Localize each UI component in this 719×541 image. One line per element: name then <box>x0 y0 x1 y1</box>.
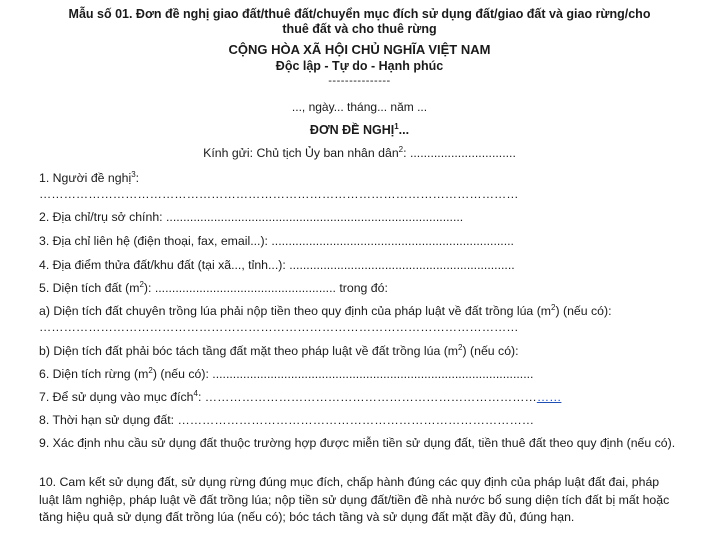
request-title-footnote: 1 <box>394 122 399 131</box>
field-applicant-dots: ……………………………………………………………………………………………………… <box>39 187 519 201</box>
field-purpose <box>39 390 561 405</box>
field-address: 2. Địa chỉ/trụ sở chính: ....................................................................................... <box>39 210 464 224</box>
field-forest-suffix: ) (nếu có): .............................................................................................. <box>152 367 534 381</box>
field-topsoil-suffix: ) (nếu có): <box>462 344 519 358</box>
field-applicant-footnote: 3 <box>131 170 136 179</box>
field-purpose-prefix: 7. Để sử dụng vào mục đích <box>39 390 194 404</box>
form-title-line-2: thuê đất và cho thuê rừng <box>282 22 437 36</box>
field-commitment: 10. Cam kết sử dụng đất, sử dụng rừng đúng mục đích, chấp hành đúng các quy định của pháp luật đất đai, pháp luật lâm nghiệp, pháp luật về đất trồng lúa; nộp tiền sử dụng đất/tiền đề nhà nước bổ sung diện tích đất bị mất hoặc tăng hiệu quả sử dụng đất trồng lúa (nếu có); bóc tách tầng và sử dụng đất mặt đầy đủ, đúng hạn. <box>39 475 670 524</box>
field-applicant-colon: : <box>135 171 140 185</box>
form-title-line-1: Mẫu số 01. Đơn đề nghị giao đất/thuê đất/chuyển mục đích sử dụng đất/giao đất và giao rừng/cho <box>68 7 651 21</box>
field-topsoil-sup: 2 <box>458 343 463 352</box>
field-purpose-link[interactable]: …… <box>536 390 562 404</box>
recipient-line <box>0 146 719 160</box>
national-title: CỘNG HÒA XÃ HỘI CHỦ NGHĨA VIỆT NAM <box>228 42 491 57</box>
field-land-area-suffix: ): ..................................................... trong đó: <box>143 281 388 295</box>
field-land-area-sup: 2 <box>139 280 144 289</box>
field-duration: 8. Thời hạn sử dụng đất: …………………………………………………………………………… <box>39 413 535 427</box>
field-applicant-label: 1. Người đề nghị <box>39 171 132 185</box>
request-title-text: ĐƠN ĐỀ NGHỊ <box>309 123 395 137</box>
field-rice-land-sup: 2 <box>551 303 556 312</box>
field-exemption: 9. Xác định nhu cầu sử dụng đất thuộc trường hợp được miễn tiền sử dụng đất, tiền thuê đất theo quy định (nếu có). <box>39 436 676 450</box>
national-motto: Độc lập - Tự do - Hạnh phúc <box>275 59 444 73</box>
field-land-location: 4. Địa điểm thửa đất/khu đất (tại xã..., tỉnh...): .................................................................. <box>39 258 515 272</box>
date-line: ..., ngày... tháng... năm ... <box>291 100 428 114</box>
field-rice-land-area <box>39 304 612 319</box>
request-title <box>0 123 719 137</box>
field-purpose-footnote: 4 <box>193 389 198 398</box>
motto-separator: --------------- <box>328 75 391 87</box>
field-topsoil-area <box>39 344 519 359</box>
recipient-footnote: 2 <box>398 145 404 154</box>
field-topsoil-prefix: b) Diện tích đất phải bóc tách tầng đất mặt theo pháp luật về đất trồng lúa (m <box>39 344 459 358</box>
recipient-prefix: Kính gửi: Chủ tịch Ủy ban nhân dân <box>203 146 399 160</box>
field-purpose-suffix: : ……………………………………………………………………… <box>197 390 537 404</box>
field-forest-area <box>39 367 533 382</box>
field-rice-land-prefix: a) Diện tích đất chuyên trồng lúa phải nộp tiền theo quy định của pháp luật về đất trồng lúa (m <box>39 304 552 318</box>
recipient-suffix: : ............................... <box>403 146 516 160</box>
field-land-area-prefix: 5. Diện tích đất (m <box>39 281 140 295</box>
field-contact: 3. Địa chỉ liên hệ (điện thoại, fax, email...): ....................................................................... <box>39 234 514 248</box>
field-forest-prefix: 6. Diện tích rừng (m <box>39 367 149 381</box>
field-forest-sup: 2 <box>148 366 153 375</box>
request-title-suffix: ... <box>398 123 410 137</box>
field-land-area <box>39 281 388 296</box>
field-applicant <box>39 171 139 186</box>
field-rice-land-suffix: ) (nếu có): <box>555 304 612 318</box>
field-rice-land-dots: ……………………………………………………………………………………………………… <box>39 320 519 334</box>
